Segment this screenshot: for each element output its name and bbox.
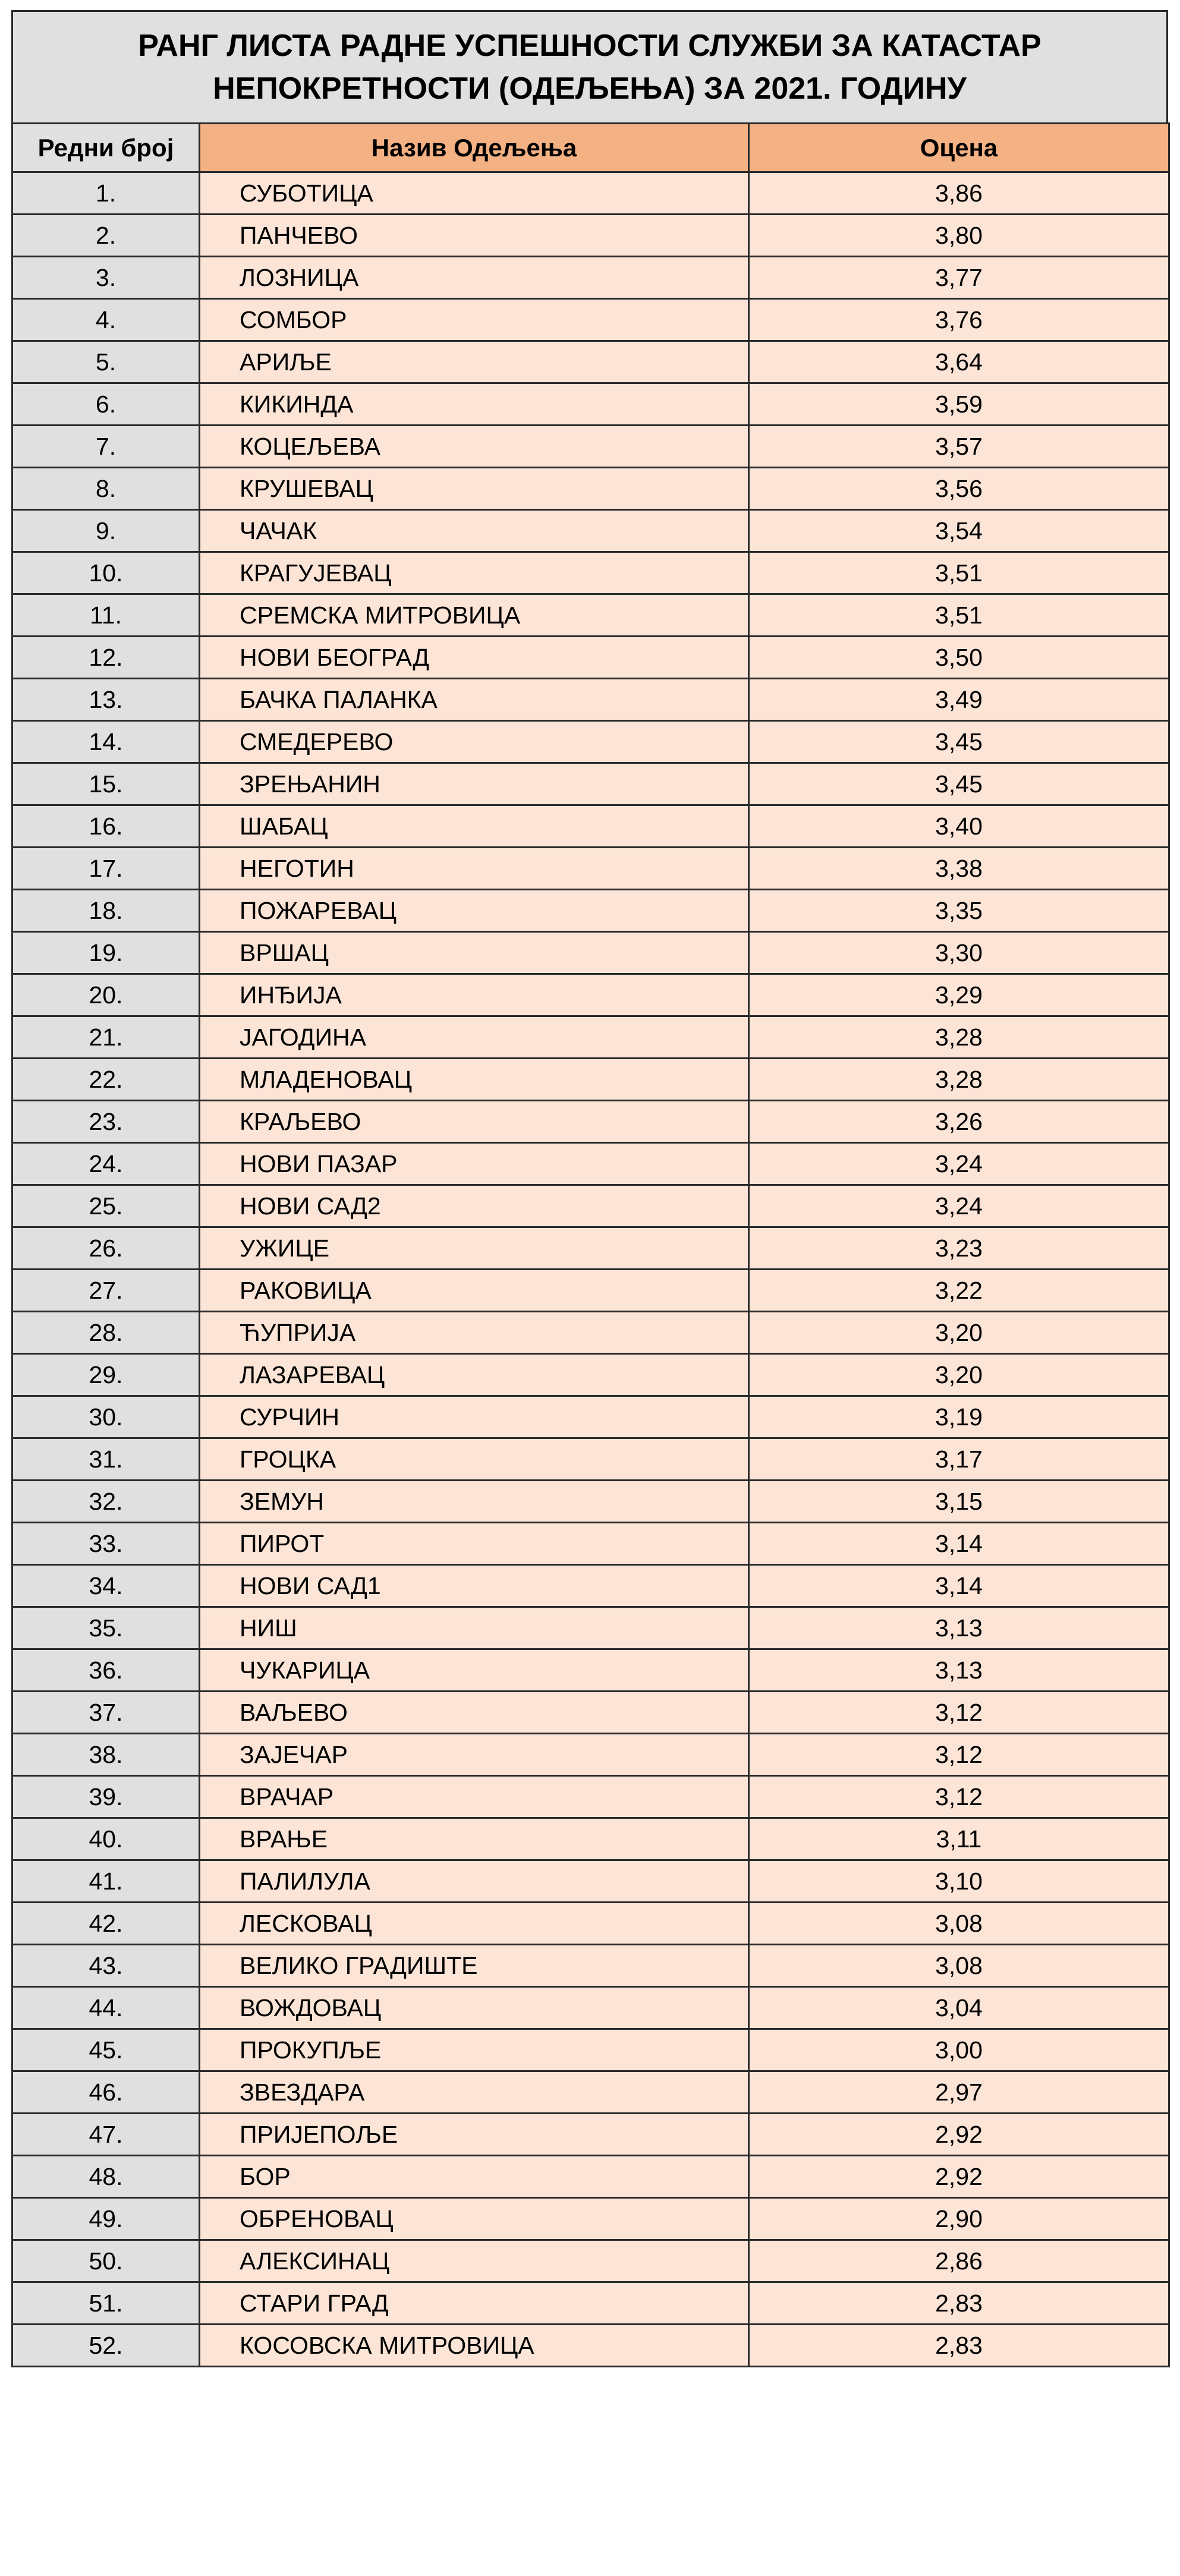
score-cell: 3,17: [749, 1438, 1169, 1481]
score-cell: 3,13: [749, 1607, 1169, 1649]
rank-cell: 34.: [12, 1565, 200, 1607]
table-row: [12, 763, 1169, 805]
rank-cell: 18.: [12, 890, 200, 932]
rank-cell: 31.: [12, 1438, 200, 1481]
score-cell: 3,24: [749, 1185, 1169, 1227]
rank-cell: 39.: [12, 1776, 200, 1818]
table-row: [12, 1734, 1169, 1776]
department-name-cell: ВРШАЦ: [200, 932, 749, 974]
table-row: [12, 1692, 1169, 1734]
rank-cell: 43.: [12, 1945, 200, 1987]
department-name-cell: НЕГОТИН: [200, 848, 749, 890]
score-cell: 3,29: [749, 974, 1169, 1016]
department-name-cell: БОР: [200, 2156, 749, 2198]
table-row: [12, 1607, 1169, 1649]
table-row: [12, 383, 1169, 426]
rank-cell: 25.: [12, 1185, 200, 1227]
document-title: РАНГ ЛИСТА РАДНЕ УСПЕШНОСТИ СЛУЖБИ ЗА КАТАСТАР НЕПОКРЕТНОСТИ (ОДЕЉЕЊА) ЗА 2021. ГОДИНУ: [11, 10, 1168, 122]
header-rank: Редни број: [12, 124, 200, 172]
department-name-cell: ЛАЗАРЕВАЦ: [200, 1354, 749, 1396]
table-row: [12, 1227, 1169, 1270]
department-name-cell: ГРОЦКА: [200, 1438, 749, 1481]
department-name-cell: КРАЉЕВО: [200, 1101, 749, 1143]
rank-cell: 38.: [12, 1734, 200, 1776]
rank-cell: 3.: [12, 257, 200, 299]
score-cell: 2,90: [749, 2198, 1169, 2240]
department-name-cell: РАКОВИЦА: [200, 1270, 749, 1312]
score-cell: 3,38: [749, 848, 1169, 890]
department-name-cell: ВОЖДОВАЦ: [200, 1987, 749, 2029]
score-cell: 3,30: [749, 932, 1169, 974]
table-row: [12, 510, 1169, 552]
score-cell: 3,12: [749, 1776, 1169, 1818]
table-row: [12, 468, 1169, 510]
rank-cell: 12.: [12, 637, 200, 679]
department-name-cell: ВАЉЕВО: [200, 1692, 749, 1734]
department-name-cell: КРАГУЈЕВАЦ: [200, 552, 749, 594]
rank-cell: 33.: [12, 1523, 200, 1565]
table-row: [12, 2071, 1169, 2114]
score-cell: 3,23: [749, 1227, 1169, 1270]
department-name-cell: АРИЉЕ: [200, 341, 749, 383]
score-cell: 2,83: [749, 2282, 1169, 2325]
table-row: [12, 426, 1169, 468]
table-row: [12, 341, 1169, 383]
rank-cell: 46.: [12, 2071, 200, 2114]
score-cell: 2,83: [749, 2325, 1169, 2367]
table-row: [12, 974, 1169, 1016]
rank-cell: 23.: [12, 1101, 200, 1143]
rank-cell: 40.: [12, 1818, 200, 1860]
score-cell: 3,45: [749, 721, 1169, 763]
department-name-cell: СУБОТИЦА: [200, 172, 749, 215]
rank-cell: 21.: [12, 1016, 200, 1059]
rank-cell: 35.: [12, 1607, 200, 1649]
table-row: [12, 594, 1169, 637]
department-name-cell: ЧАЧАК: [200, 510, 749, 552]
department-name-cell: ЧУКАРИЦА: [200, 1649, 749, 1692]
department-name-cell: БАЧКА ПАЛАНКА: [200, 679, 749, 721]
rank-cell: 11.: [12, 594, 200, 637]
rank-cell: 42.: [12, 1903, 200, 1945]
department-name-cell: АЛЕКСИНАЦ: [200, 2240, 749, 2282]
department-name-cell: ЋУПРИЈА: [200, 1312, 749, 1354]
table-row: [12, 2156, 1169, 2198]
department-name-cell: НОВИ БЕОГРАД: [200, 637, 749, 679]
table-row: [12, 2282, 1169, 2325]
rank-cell: 8.: [12, 468, 200, 510]
rank-cell: 41.: [12, 1860, 200, 1903]
score-cell: 3,86: [749, 172, 1169, 215]
department-name-cell: ВРАЧАР: [200, 1776, 749, 1818]
rank-cell: 51.: [12, 2282, 200, 2325]
header-score: Оцена: [749, 124, 1169, 172]
department-name-cell: СОМБОР: [200, 299, 749, 341]
score-cell: 3,76: [749, 299, 1169, 341]
score-cell: 3,56: [749, 468, 1169, 510]
table-row: [12, 2114, 1169, 2156]
table-row: [12, 1565, 1169, 1607]
table-row: [12, 1312, 1169, 1354]
rank-cell: 28.: [12, 1312, 200, 1354]
table-row: [12, 2325, 1169, 2367]
table-row: [12, 2240, 1169, 2282]
table-row: [12, 1354, 1169, 1396]
score-cell: 3,20: [749, 1354, 1169, 1396]
rank-cell: 32.: [12, 1481, 200, 1523]
rank-cell: 36.: [12, 1649, 200, 1692]
rank-cell: 26.: [12, 1227, 200, 1270]
table-row: [12, 637, 1169, 679]
department-name-cell: НОВИ ПАЗАР: [200, 1143, 749, 1185]
table-row: [12, 552, 1169, 594]
score-cell: 3,00: [749, 2029, 1169, 2071]
table-header-row: [12, 124, 1169, 172]
table-row: [12, 1860, 1169, 1903]
score-cell: 3,26: [749, 1101, 1169, 1143]
score-cell: 3,14: [749, 1523, 1169, 1565]
score-cell: 3,50: [749, 637, 1169, 679]
department-name-cell: НИШ: [200, 1607, 749, 1649]
rank-cell: 29.: [12, 1354, 200, 1396]
score-cell: 3,64: [749, 341, 1169, 383]
score-cell: 3,51: [749, 552, 1169, 594]
table-row: [12, 805, 1169, 848]
table-row: [12, 679, 1169, 721]
rank-cell: 16.: [12, 805, 200, 848]
rank-cell: 52.: [12, 2325, 200, 2367]
department-name-cell: ПРОКУПЉЕ: [200, 2029, 749, 2071]
table-row: [12, 1438, 1169, 1481]
table-row: [12, 848, 1169, 890]
table-body: [12, 172, 1169, 2367]
department-name-cell: ПАНЧЕВО: [200, 215, 749, 257]
rank-cell: 50.: [12, 2240, 200, 2282]
rank-cell: 30.: [12, 1396, 200, 1438]
rank-cell: 5.: [12, 341, 200, 383]
table-row: [12, 1016, 1169, 1059]
department-name-cell: ПОЖАРЕВАЦ: [200, 890, 749, 932]
department-name-cell: ЗАЈЕЧАР: [200, 1734, 749, 1776]
score-cell: 3,59: [749, 383, 1169, 426]
department-name-cell: ЗВЕЗДАРА: [200, 2071, 749, 2114]
department-name-cell: СУРЧИН: [200, 1396, 749, 1438]
table-row: [12, 1523, 1169, 1565]
department-name-cell: НОВИ САД2: [200, 1185, 749, 1227]
score-cell: 3,51: [749, 594, 1169, 637]
rank-cell: 1.: [12, 172, 200, 215]
table-row: [12, 1818, 1169, 1860]
score-cell: 3,04: [749, 1987, 1169, 2029]
rank-cell: 13.: [12, 679, 200, 721]
score-cell: 3,14: [749, 1565, 1169, 1607]
rank-cell: 19.: [12, 932, 200, 974]
score-cell: 3,10: [749, 1860, 1169, 1903]
department-name-cell: ЈАГОДИНА: [200, 1016, 749, 1059]
score-cell: 2,92: [749, 2114, 1169, 2156]
table-row: [12, 721, 1169, 763]
department-name-cell: ЛОЗНИЦА: [200, 257, 749, 299]
score-cell: 3,49: [749, 679, 1169, 721]
rank-cell: 10.: [12, 552, 200, 594]
rank-cell: 27.: [12, 1270, 200, 1312]
score-cell: 3,08: [749, 1945, 1169, 1987]
rank-cell: 24.: [12, 1143, 200, 1185]
rank-cell: 49.: [12, 2198, 200, 2240]
table-row: [12, 2029, 1169, 2071]
table-row: [12, 932, 1169, 974]
score-cell: 2,86: [749, 2240, 1169, 2282]
rank-cell: 6.: [12, 383, 200, 426]
score-cell: 3,54: [749, 510, 1169, 552]
table-row: [12, 1945, 1169, 1987]
department-name-cell: ПРИЈЕПОЉЕ: [200, 2114, 749, 2156]
rank-cell: 47.: [12, 2114, 200, 2156]
score-cell: 3,08: [749, 1903, 1169, 1945]
header-name: Назив Одељења: [200, 124, 749, 172]
score-cell: 3,24: [749, 1143, 1169, 1185]
ranking-table: [11, 122, 1170, 2367]
rank-cell: 45.: [12, 2029, 200, 2071]
rank-cell: 37.: [12, 1692, 200, 1734]
rank-cell: 15.: [12, 763, 200, 805]
table-row: [12, 172, 1169, 215]
score-cell: 3,80: [749, 215, 1169, 257]
score-cell: 3,45: [749, 763, 1169, 805]
score-cell: 3,12: [749, 1692, 1169, 1734]
table-row: [12, 1987, 1169, 2029]
rank-cell: 20.: [12, 974, 200, 1016]
department-name-cell: ЛЕСКОВАЦ: [200, 1903, 749, 1945]
department-name-cell: ВЕЛИКО ГРАДИШТЕ: [200, 1945, 749, 1987]
rank-cell: 7.: [12, 426, 200, 468]
department-name-cell: УЖИЦЕ: [200, 1227, 749, 1270]
department-name-cell: ПАЛИЛУЛА: [200, 1860, 749, 1903]
department-name-cell: МЛАДЕНОВАЦ: [200, 1059, 749, 1101]
score-cell: 3,40: [749, 805, 1169, 848]
department-name-cell: КИКИНДА: [200, 383, 749, 426]
score-cell: 3,28: [749, 1059, 1169, 1101]
score-cell: 3,20: [749, 1312, 1169, 1354]
rank-cell: 9.: [12, 510, 200, 552]
table-row: [12, 1270, 1169, 1312]
table-row: [12, 215, 1169, 257]
table-row: [12, 1396, 1169, 1438]
table-row: [12, 1903, 1169, 1945]
table-row: [12, 257, 1169, 299]
score-cell: 3,13: [749, 1649, 1169, 1692]
ranking-document: [11, 10, 1168, 2367]
department-name-cell: ИНЂИЈА: [200, 974, 749, 1016]
table-row: [12, 1101, 1169, 1143]
score-cell: 3,35: [749, 890, 1169, 932]
score-cell: 3,57: [749, 426, 1169, 468]
score-cell: 3,22: [749, 1270, 1169, 1312]
table-row: [12, 1143, 1169, 1185]
table-row: [12, 890, 1169, 932]
department-name-cell: КРУШЕВАЦ: [200, 468, 749, 510]
score-cell: 2,97: [749, 2071, 1169, 2114]
rank-cell: 22.: [12, 1059, 200, 1101]
department-name-cell: ПИРОТ: [200, 1523, 749, 1565]
table-row: [12, 1481, 1169, 1523]
score-cell: 2,92: [749, 2156, 1169, 2198]
table-row: [12, 299, 1169, 341]
table-row: [12, 1185, 1169, 1227]
score-cell: 3,77: [749, 257, 1169, 299]
score-cell: 3,11: [749, 1818, 1169, 1860]
department-name-cell: ШАБАЦ: [200, 805, 749, 848]
table-row: [12, 1649, 1169, 1692]
score-cell: 3,12: [749, 1734, 1169, 1776]
department-name-cell: НОВИ САД1: [200, 1565, 749, 1607]
table-row: [12, 1059, 1169, 1101]
department-name-cell: СТАРИ ГРАД: [200, 2282, 749, 2325]
score-cell: 3,28: [749, 1016, 1169, 1059]
score-cell: 3,19: [749, 1396, 1169, 1438]
rank-cell: 14.: [12, 721, 200, 763]
score-cell: 3,15: [749, 1481, 1169, 1523]
rank-cell: 48.: [12, 2156, 200, 2198]
rank-cell: 4.: [12, 299, 200, 341]
department-name-cell: СМЕДЕРЕВО: [200, 721, 749, 763]
table-row: [12, 1776, 1169, 1818]
department-name-cell: СРЕМСКА МИТРОВИЦА: [200, 594, 749, 637]
department-name-cell: ЗЕМУН: [200, 1481, 749, 1523]
department-name-cell: ОБРЕНОВАЦ: [200, 2198, 749, 2240]
department-name-cell: ВРАЊЕ: [200, 1818, 749, 1860]
rank-cell: 17.: [12, 848, 200, 890]
department-name-cell: ЗРЕЊАНИН: [200, 763, 749, 805]
rank-cell: 44.: [12, 1987, 200, 2029]
department-name-cell: КОЦЕЉЕВА: [200, 426, 749, 468]
table-row: [12, 2198, 1169, 2240]
department-name-cell: КОСОВСКА МИТРОВИЦА: [200, 2325, 749, 2367]
rank-cell: 2.: [12, 215, 200, 257]
